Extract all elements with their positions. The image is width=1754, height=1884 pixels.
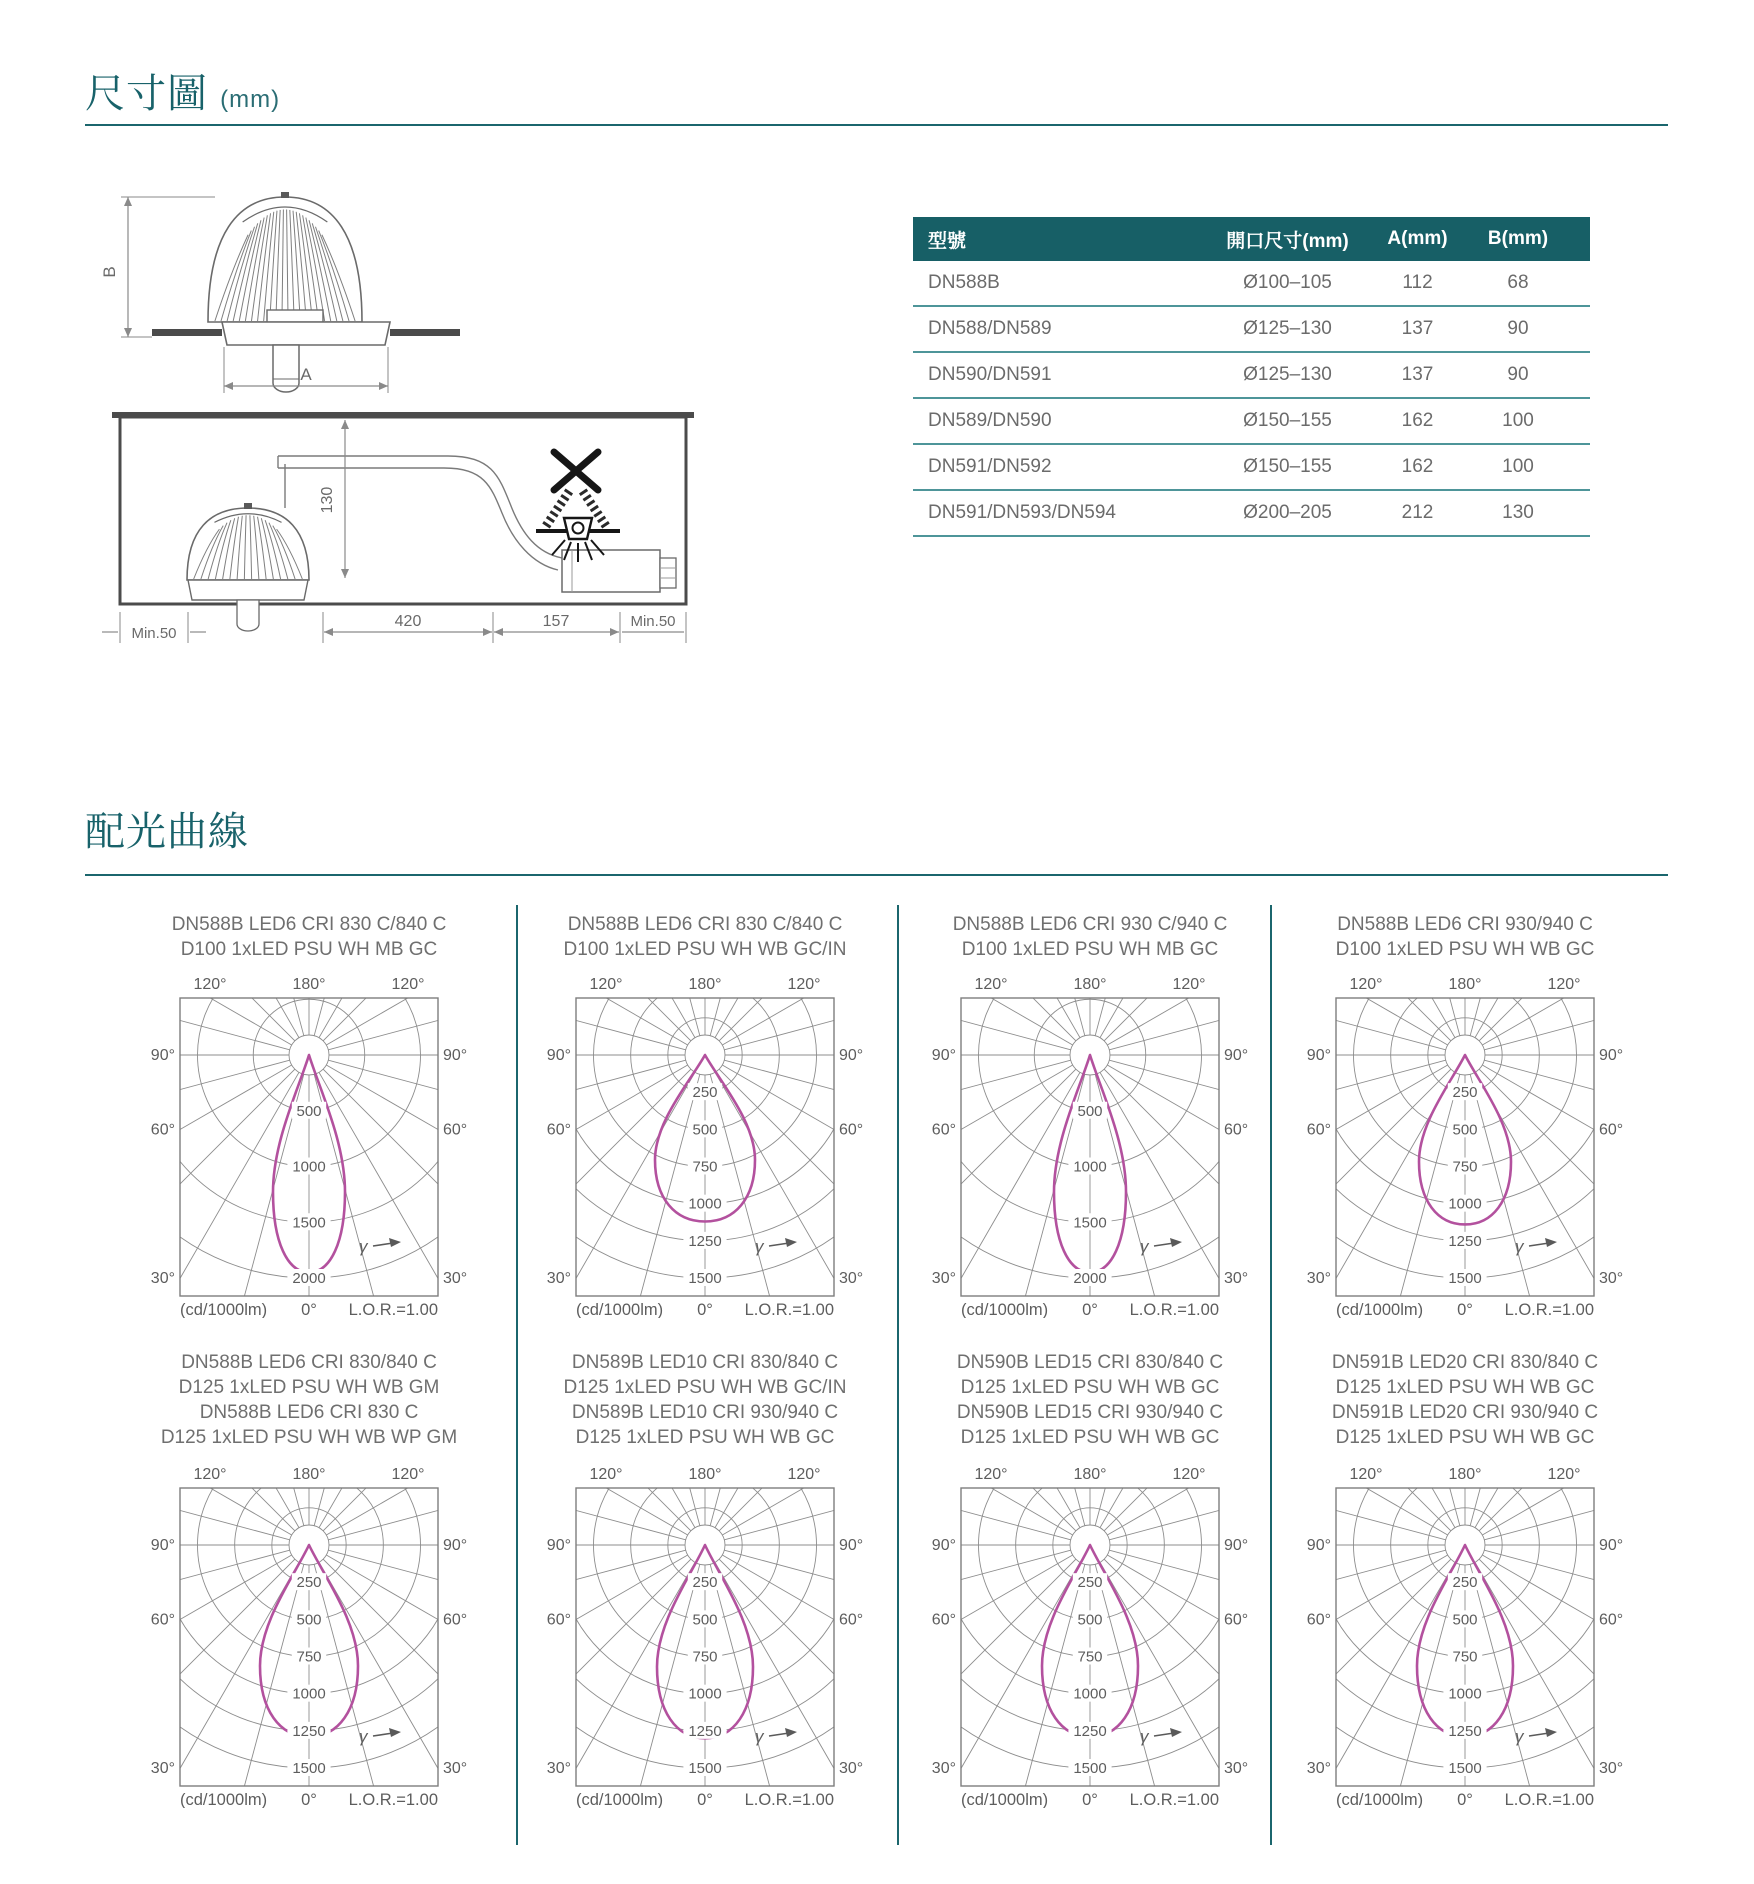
gamma-symbol: γ <box>1140 1237 1149 1256</box>
angle-label: 60° <box>546 1611 571 1629</box>
angle-label: 30° <box>839 1270 864 1287</box>
ring-value-label: 1250 <box>688 1722 722 1740</box>
gamma-annotation <box>359 1237 401 1256</box>
caption-unit: (cd/1000lm) <box>1336 1301 1424 1318</box>
ring-value-label: 1500 <box>1448 1270 1482 1287</box>
gamma-annotation <box>1515 1237 1557 1256</box>
ring-value-label: 1500 <box>688 1760 722 1777</box>
ring-value-label: 1250 <box>688 1232 722 1250</box>
dim-a-label: A <box>300 365 312 384</box>
angle-label: 90° <box>1306 1537 1331 1554</box>
dimensions-heading-text: 尺寸圖 <box>85 72 208 116</box>
polar-distribution-chart <box>920 970 1260 1318</box>
chart-title-line: D125 1xLED PSU WH WB GC <box>960 1377 1220 1398</box>
spec-table-body <box>913 261 1590 536</box>
ring-value-label: 1000 <box>1073 1685 1107 1703</box>
chart-title-line: D125 1xLED PSU WH WB GC <box>1335 1427 1595 1448</box>
angle-label: 120° <box>1547 976 1581 993</box>
polar-distribution-chart <box>139 1460 479 1808</box>
chart-title-line: DN588B LED6 CRI 830 C/840 C <box>171 914 447 935</box>
ring-value-label: 1500 <box>688 1270 722 1287</box>
angle-label: 30° <box>443 1270 468 1287</box>
dim-min50-left-label: Min.50 <box>131 625 177 642</box>
polar-grid <box>920 1460 1260 1808</box>
ring-value-label: 250 <box>1077 1574 1103 1592</box>
table-header-b: B(mm) <box>1470 217 1590 261</box>
ring-value-label: 1500 <box>1073 1214 1107 1232</box>
curves-rule <box>85 874 1668 876</box>
angle-label: 30° <box>839 1760 864 1777</box>
angle-label: 90° <box>1224 1537 1249 1554</box>
ring-value-label: 750 <box>1452 1158 1478 1176</box>
spec-table-cell: 100 <box>1470 398 1590 444</box>
spec-table-cell: 212 <box>1365 490 1470 536</box>
angle-label: 120° <box>193 1466 227 1483</box>
ring-value-label: 500 <box>1452 1121 1478 1139</box>
ring-value-label: 500 <box>1077 1102 1103 1120</box>
angle-label: 60° <box>1599 1611 1624 1629</box>
heatsink-dome <box>208 192 362 322</box>
trim-flange <box>222 322 390 345</box>
chart-title-line: D125 1xLED PSU WH WB GC <box>1335 1377 1595 1398</box>
ring-value-label: 750 <box>692 1158 718 1176</box>
angle-label: 30° <box>1306 1760 1331 1777</box>
chart-title-line: D125 1xLED PSU WH WB GC/IN <box>563 1377 847 1398</box>
arrow-right-icon <box>1545 1238 1557 1247</box>
caption-unit: (cd/1000lm) <box>961 1301 1049 1318</box>
arrow-right-icon <box>785 1238 797 1247</box>
chart-title-line: DN588B LED6 CRI 830 C <box>199 1402 419 1423</box>
gamma-symbol: γ <box>755 1727 764 1746</box>
angle-label: 60° <box>150 1611 175 1629</box>
spec-table-row <box>913 398 1590 444</box>
gamma-symbol: γ <box>359 1727 368 1746</box>
angle-label: 180° <box>1073 1466 1107 1483</box>
angle-label: 30° <box>150 1760 175 1777</box>
caption-zero: 0° <box>697 1301 713 1318</box>
dimensions-rule <box>85 124 1668 126</box>
spec-table-cell: 90 <box>1470 306 1590 352</box>
spec-table-cell: DN591/DN593/DN594 <box>913 490 1210 536</box>
spec-table-cell: DN588/DN589 <box>913 306 1210 352</box>
column-divider <box>1270 905 1272 1845</box>
arrow-left-icon <box>494 628 503 636</box>
angle-label: 90° <box>1224 1047 1249 1064</box>
angle-label: 180° <box>688 976 722 993</box>
polar-distribution-chart <box>1295 1460 1635 1808</box>
angle-label: 30° <box>443 1760 468 1777</box>
caption-lor: L.O.R.=1.00 <box>744 1301 834 1318</box>
angle-label: 120° <box>1172 1466 1206 1483</box>
caption-lor: L.O.R.=1.00 <box>1129 1301 1219 1318</box>
polar-grid <box>1295 1460 1635 1808</box>
dim-min50-right-label: Min.50 <box>630 613 676 630</box>
angle-label: 30° <box>1224 1760 1249 1777</box>
ring-value-label: 250 <box>692 1574 718 1592</box>
angle-label: 90° <box>839 1047 864 1064</box>
spec-table-cell: Ø200–205 <box>1210 490 1365 536</box>
chart-title-line: DN591B LED20 CRI 830/840 C <box>1331 1352 1599 1373</box>
angle-label: 30° <box>1599 1760 1624 1777</box>
angle-label: 90° <box>1306 1047 1331 1064</box>
yoke <box>267 310 323 322</box>
chart-title-line: DN588B LED6 CRI 930 C/940 C <box>952 914 1228 935</box>
icon-fixture <box>564 518 592 539</box>
polar-distribution-chart <box>920 1460 1260 1808</box>
angle-label: 60° <box>1599 1121 1624 1139</box>
installation-side-drawing <box>100 400 700 650</box>
gamma-annotation <box>1515 1727 1557 1746</box>
arrow-right-icon <box>389 1238 401 1247</box>
caption-lor: L.O.R.=1.00 <box>348 1301 438 1318</box>
spec-table-cell: 100 <box>1470 444 1590 490</box>
polar-grid <box>1295 970 1635 1318</box>
chart-title <box>920 1350 1260 1450</box>
angle-label: 60° <box>839 1611 864 1629</box>
arrow-right-icon <box>1170 1728 1182 1737</box>
chart-title-line: DN591B LED20 CRI 930/940 C <box>1331 1402 1599 1423</box>
polar-distribution-chart <box>139 970 479 1318</box>
ring-value-label: 1000 <box>688 1685 722 1703</box>
gamma-annotation <box>755 1727 797 1746</box>
arrow-right-icon <box>379 382 388 390</box>
gamma-symbol: γ <box>1515 1727 1524 1746</box>
angle-label: 60° <box>443 1611 468 1629</box>
chart-title <box>920 912 1260 962</box>
angle-label: 120° <box>1349 1466 1383 1483</box>
spec-table-row <box>913 306 1590 352</box>
gamma-symbol: γ <box>755 1237 764 1256</box>
gamma-symbol: γ <box>359 1237 368 1256</box>
gamma-annotation <box>1140 1727 1182 1746</box>
ring-value-label: 250 <box>1452 1574 1478 1592</box>
angle-label: 90° <box>931 1047 956 1064</box>
spec-table-cell: Ø150–155 <box>1210 398 1365 444</box>
ring-value-label: 1000 <box>1448 1195 1482 1213</box>
gamma-annotation <box>1140 1237 1182 1256</box>
no-insulation-icon <box>536 452 620 562</box>
angle-label: 60° <box>546 1121 571 1139</box>
spec-table-row <box>913 444 1590 490</box>
ring-value-label: 1250 <box>1073 1722 1107 1740</box>
chart-title-line: D100 1xLED PSU WH MB GC <box>180 939 438 960</box>
angle-label: 90° <box>839 1537 864 1554</box>
chart-title-line: D125 1xLED PSU WH WB GC <box>960 1427 1220 1448</box>
spec-table-cell: DN589/DN590 <box>913 398 1210 444</box>
chart-title-line: D100 1xLED PSU WH WB GC <box>1335 939 1595 960</box>
caption-unit: (cd/1000lm) <box>576 1791 664 1808</box>
angle-label: 60° <box>931 1611 956 1629</box>
caption-zero: 0° <box>1082 1791 1098 1808</box>
ring-value-label: 750 <box>1077 1648 1103 1666</box>
polar-grid <box>535 970 875 1318</box>
angle-label: 90° <box>546 1537 571 1554</box>
angle-label: 90° <box>150 1537 175 1554</box>
chart-title-line: D100 1xLED PSU WH MB GC <box>961 939 1219 960</box>
ring-value-label: 1000 <box>292 1158 326 1176</box>
caption-unit: (cd/1000lm) <box>576 1301 664 1318</box>
ring-value-label: 1500 <box>292 1214 326 1232</box>
table-header-model: 型號 <box>913 217 1210 261</box>
spec-table-header-row <box>913 217 1590 261</box>
angle-label: 90° <box>1599 1537 1624 1554</box>
table-header-a: A(mm) <box>1365 217 1470 261</box>
dim-420-label: 420 <box>394 613 422 630</box>
caption-lor: L.O.R.=1.00 <box>744 1791 834 1808</box>
angle-label: 30° <box>546 1270 571 1287</box>
ring-value-label: 500 <box>1077 1611 1103 1629</box>
angle-label: 180° <box>292 976 326 993</box>
angle-label: 90° <box>443 1537 468 1554</box>
angle-label: 30° <box>546 1760 571 1777</box>
gamma-symbol: γ <box>1515 1237 1524 1256</box>
polar-grid <box>535 1460 875 1808</box>
caption-lor: L.O.R.=1.00 <box>1504 1301 1594 1318</box>
chart-title <box>1295 1350 1635 1450</box>
ring-value-label: 500 <box>296 1102 322 1120</box>
chart-title <box>535 912 875 962</box>
ring-value-label: 2000 <box>292 1270 326 1287</box>
spec-table-cell: DN590/DN591 <box>913 352 1210 398</box>
angle-label: 120° <box>391 1466 425 1483</box>
ring-value-label: 250 <box>296 1574 322 1592</box>
chart-title <box>139 1350 479 1450</box>
ring-value-label: 750 <box>692 1648 718 1666</box>
caption-zero: 0° <box>1082 1301 1098 1318</box>
spec-table-cell: 137 <box>1365 352 1470 398</box>
spec-table-cell: 90 <box>1470 352 1590 398</box>
ring-value-label: 500 <box>296 1611 322 1629</box>
chart-title-line: D125 1xLED PSU WH WB GC <box>575 1427 835 1448</box>
angle-label: 180° <box>1448 1466 1482 1483</box>
chart-title-line: D125 1xLED PSU WH WB WP GM <box>160 1427 458 1448</box>
angle-label: 90° <box>443 1047 468 1064</box>
chart-title-line: DN590B LED15 CRI 830/840 C <box>956 1352 1224 1373</box>
arrow-up-icon <box>341 420 349 429</box>
ring-value-label: 1500 <box>1073 1760 1107 1777</box>
angle-label: 60° <box>839 1121 864 1139</box>
ring-value-label: 1250 <box>1448 1232 1482 1250</box>
polar-distribution-chart <box>535 1460 875 1808</box>
ring-value-label: 1500 <box>1448 1760 1482 1777</box>
arrow-right-icon <box>1170 1238 1182 1247</box>
angle-label: 30° <box>150 1270 175 1287</box>
arrow-down-icon <box>124 328 132 337</box>
ring-value-label: 1250 <box>1448 1722 1482 1740</box>
angle-label: 60° <box>1306 1121 1331 1139</box>
column-divider <box>516 905 518 1845</box>
gamma-symbol: γ <box>1140 1727 1149 1746</box>
curves-heading-text: 配光曲線 <box>85 810 249 854</box>
angle-label: 120° <box>1172 976 1206 993</box>
arrow-up-icon <box>124 197 132 206</box>
spec-table-cell: 162 <box>1365 444 1470 490</box>
angle-label: 120° <box>391 976 425 993</box>
angle-label: 120° <box>589 1466 623 1483</box>
arrow-left-icon <box>324 628 333 636</box>
caption-lor: L.O.R.=1.00 <box>348 1791 438 1808</box>
angle-label: 120° <box>193 976 227 993</box>
caption-zero: 0° <box>1457 1791 1473 1808</box>
caption-unit: (cd/1000lm) <box>961 1791 1049 1808</box>
spec-table-cell: 162 <box>1365 398 1470 444</box>
arrow-right-icon <box>1545 1728 1557 1737</box>
angle-label: 120° <box>787 976 821 993</box>
spec-table-cell: 137 <box>1365 306 1470 352</box>
chart-title-line: DN590B LED15 CRI 930/940 C <box>956 1402 1224 1423</box>
angle-label: 30° <box>1599 1270 1624 1287</box>
polar-grid <box>139 970 479 1318</box>
angle-label: 120° <box>1547 1466 1581 1483</box>
chart-title-line: DN588B LED6 CRI 930/940 C <box>1337 914 1593 935</box>
polar-distribution-chart <box>1295 970 1635 1318</box>
caption-lor: L.O.R.=1.00 <box>1129 1791 1219 1808</box>
spec-table-cell: 112 <box>1365 261 1470 306</box>
arrow-right-icon <box>610 628 619 636</box>
angle-label: 120° <box>589 976 623 993</box>
ceiling-bar-left <box>152 329 222 336</box>
caption-zero: 0° <box>301 1301 317 1318</box>
chart-title-line: D100 1xLED PSU WH WB GC/IN <box>563 939 847 960</box>
angle-label: 60° <box>931 1121 956 1139</box>
spec-table-cell: Ø125–130 <box>1210 352 1365 398</box>
angle-label: 180° <box>1448 976 1482 993</box>
column-divider <box>897 905 899 1845</box>
ring-value-label: 1250 <box>292 1722 326 1740</box>
spec-table-row <box>913 352 1590 398</box>
terminal-block <box>660 558 676 588</box>
section-title-dimensions <box>85 62 280 119</box>
dim-b-label: B <box>100 266 119 278</box>
arrow-left-icon <box>224 382 233 390</box>
spec-table <box>913 217 1590 537</box>
recessed-fixture <box>187 503 309 580</box>
angle-label: 90° <box>1599 1047 1624 1064</box>
caption-lor: L.O.R.=1.00 <box>1504 1791 1594 1808</box>
spec-table-cell: Ø150–155 <box>1210 444 1365 490</box>
spec-table-cell: 130 <box>1470 490 1590 536</box>
spec-table-cell: DN591/DN592 <box>913 444 1210 490</box>
arrow-right-icon <box>389 1728 401 1737</box>
angle-label: 180° <box>292 1466 326 1483</box>
caption-unit: (cd/1000lm) <box>1336 1791 1424 1808</box>
ceiling-bar-right <box>390 329 460 336</box>
spec-table-row <box>913 490 1590 536</box>
angle-label: 180° <box>688 1466 722 1483</box>
angle-label: 90° <box>931 1537 956 1554</box>
mini-stem <box>237 600 259 631</box>
caption-zero: 0° <box>697 1791 713 1808</box>
arrow-down-icon <box>341 569 349 578</box>
angle-label: 60° <box>443 1121 468 1139</box>
mini-flange <box>188 580 308 600</box>
stem <box>273 345 299 392</box>
arrow-right-icon <box>483 628 492 636</box>
ring-value-label: 1000 <box>1448 1685 1482 1703</box>
angle-label: 120° <box>787 1466 821 1483</box>
ring-value-label: 1000 <box>292 1685 326 1703</box>
polar-grid <box>139 1460 479 1808</box>
angle-label: 120° <box>974 1466 1008 1483</box>
angle-label: 60° <box>150 1121 175 1139</box>
ring-value-label: 1000 <box>688 1195 722 1213</box>
ring-value-label: 500 <box>692 1121 718 1139</box>
arrow-right-icon <box>785 1728 797 1737</box>
chart-title-line: DN588B LED6 CRI 830/840 C <box>181 1352 437 1373</box>
spec-table-cell: Ø100–105 <box>1210 261 1365 306</box>
table-header-cutout: 開口尺寸(mm) <box>1210 217 1365 261</box>
ring-value-label: 1000 <box>1073 1158 1107 1176</box>
caption-zero: 0° <box>1457 1301 1473 1318</box>
section-title-curves <box>85 800 249 857</box>
angle-label: 30° <box>931 1760 956 1777</box>
angle-label: 90° <box>150 1047 175 1064</box>
chart-title-line: D125 1xLED PSU WH WB GM <box>178 1377 440 1398</box>
dim-157-label: 157 <box>542 613 570 630</box>
polar-distribution-chart <box>535 970 875 1318</box>
spec-table-row <box>913 261 1590 306</box>
ring-value-label: 750 <box>1452 1648 1478 1666</box>
caption-zero: 0° <box>301 1791 317 1808</box>
angle-label: 180° <box>1073 976 1107 993</box>
angle-label: 30° <box>931 1270 956 1287</box>
chart-title <box>535 1350 875 1450</box>
angle-label: 30° <box>1224 1270 1249 1287</box>
dim-130-label: 130 <box>319 486 336 514</box>
gamma-annotation <box>359 1727 401 1746</box>
angle-label: 120° <box>974 976 1008 993</box>
angle-label: 120° <box>1349 976 1383 993</box>
angle-label: 90° <box>546 1047 571 1064</box>
ring-value-label: 750 <box>296 1648 322 1666</box>
angle-label: 60° <box>1224 1611 1249 1629</box>
dimensions-heading-unit: (mm) <box>220 86 281 113</box>
ring-value-label: 250 <box>692 1084 718 1102</box>
ring-value-label: 250 <box>1452 1084 1478 1102</box>
ring-value-label: 1500 <box>292 1760 326 1777</box>
angle-label: 60° <box>1306 1611 1331 1629</box>
spec-table-cell: Ø125–130 <box>1210 306 1365 352</box>
chart-title-line: DN589B LED10 CRI 930/940 C <box>571 1402 839 1423</box>
caption-unit: (cd/1000lm) <box>180 1791 268 1808</box>
chart-title <box>1295 912 1635 962</box>
driver-box <box>562 550 660 592</box>
chart-title-line: DN589B LED10 CRI 830/840 C <box>571 1352 839 1373</box>
caption-unit: (cd/1000lm) <box>180 1301 268 1318</box>
ring-value-label: 500 <box>1452 1611 1478 1629</box>
angle-label: 60° <box>1224 1121 1249 1139</box>
ring-value-label: 500 <box>692 1611 718 1629</box>
angle-label: 30° <box>1306 1270 1331 1287</box>
chart-title-line: DN588B LED6 CRI 830 C/840 C <box>567 914 843 935</box>
spec-table-cell: DN588B <box>913 261 1210 306</box>
polar-grid <box>920 970 1260 1318</box>
spec-table-cell: 68 <box>1470 261 1590 306</box>
gamma-annotation <box>755 1237 797 1256</box>
ring-value-label: 2000 <box>1073 1270 1107 1287</box>
chart-title <box>139 912 479 962</box>
